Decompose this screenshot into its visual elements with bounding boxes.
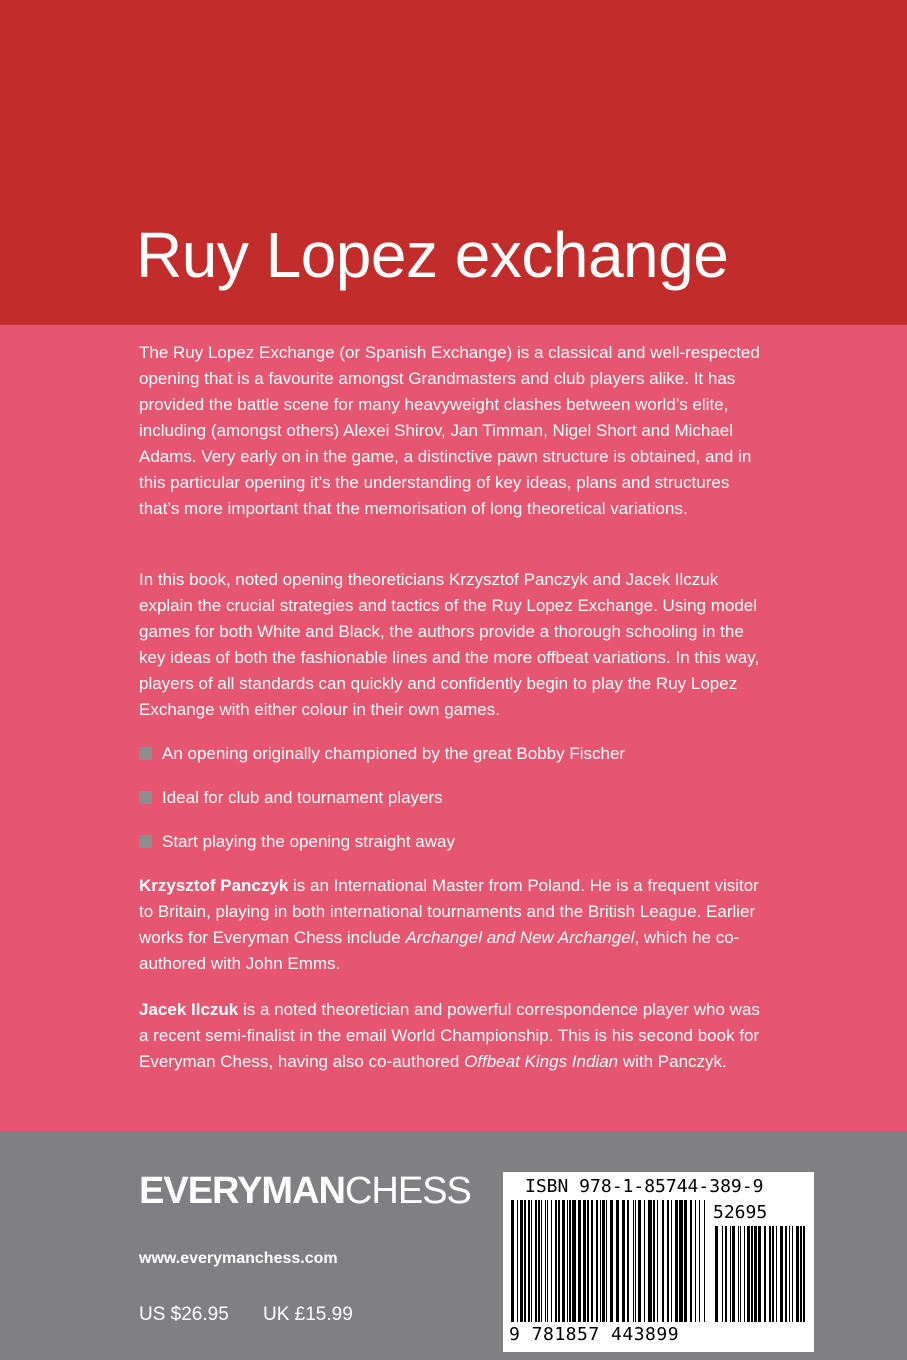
barcode-bar (627, 1200, 629, 1322)
bullet-item (139, 785, 443, 811)
author-name: Jacek Ilczuk (139, 1000, 239, 1019)
barcode-bar (622, 1200, 625, 1322)
barcode-bar (704, 1200, 705, 1322)
barcode-bar (671, 1200, 672, 1322)
author-name: Krzysztof Panczyk (139, 876, 289, 895)
barcode-bar (524, 1200, 526, 1322)
barcode-bar (596, 1200, 598, 1322)
barcode-bar (572, 1200, 576, 1322)
barcode-bar (535, 1200, 537, 1322)
publisher-url: www.everymanchess.com (139, 1250, 338, 1267)
barcode-bar (662, 1200, 664, 1322)
isbn-barcode (503, 1172, 814, 1352)
logo-light-text: CHESS (344, 1170, 471, 1212)
header-band (0, 0, 907, 325)
barcode-bar (740, 1226, 741, 1322)
barcode-bar (538, 1200, 540, 1322)
barcode-bar (722, 1226, 723, 1322)
barcode-bar (648, 1200, 652, 1322)
publisher-logo (139, 1170, 471, 1213)
barcode-bar (591, 1200, 593, 1322)
barcode-bar (772, 1226, 774, 1322)
barcode-bar (517, 1200, 518, 1322)
barcode-bar (555, 1200, 557, 1322)
author-bio-text: is a noted theoretician and powerful correspondence player who was a recent semi-finalist in the email World Championship. This is his second book for Everyman Chess, having also co-authored (139, 1000, 760, 1071)
barcode-bar (751, 1226, 753, 1322)
barcode-bar (684, 1200, 687, 1322)
author-bio-text: with Panczyk. (618, 1052, 727, 1071)
barcode-bar (587, 1200, 589, 1322)
barcode-bar (725, 1226, 727, 1322)
bullet-text: An opening originally championed by the great Bobby Fischer (162, 744, 626, 763)
book-reference: Offbeat Kings Indian (464, 1052, 619, 1071)
description-paragraph-1: The Ruy Lopez Exchange (or Spanish Exchange) is a classical and well-respected opening that is a favourite amongst Grandmasters and club players alike. It has provided the battle scene for many heavyweight clashes between world’s elite, including (amongst others) Alexei Shirov, Jan Timman, Nigel Short and Michael Adams. Very early on in the game, a distinctive pawn structure is obtained, and in this particular opening it’s the understanding of key ideas, plans and structures that’s more important that the memorisation of long theoretical variations. (139, 343, 760, 518)
barcode-bar (528, 1200, 530, 1322)
bullet-item (139, 741, 625, 767)
barcode-price-code: 52695 (713, 1202, 768, 1223)
barcode-bar (545, 1200, 546, 1322)
barcode-bar (638, 1200, 641, 1322)
logo-bold-text: EVERYMAN (139, 1170, 345, 1212)
barcode-bar (635, 1200, 636, 1322)
barcode-bar (796, 1226, 799, 1322)
barcode-bar (747, 1226, 750, 1322)
price-uk: UK £15.99 (263, 1304, 353, 1325)
barcode-bar (616, 1200, 619, 1322)
book-title: Ruy Lopez exchange (136, 219, 729, 291)
barcode-bar (600, 1200, 601, 1322)
barcode-bar (578, 1200, 581, 1322)
barcode-bar (547, 1200, 548, 1322)
barcode-bar (541, 1200, 542, 1322)
barcode-bar (715, 1226, 718, 1322)
author-bio-text: is an International Master from Poland. He is a frequent visitor to Britain, playing in both international tournaments and the British League. Earlier works for Everyman Chess include (139, 876, 759, 947)
barcode-bar (567, 1200, 568, 1322)
barcode-bar (732, 1226, 735, 1322)
barcode-bar (657, 1200, 658, 1322)
barcode-bar (531, 1200, 532, 1322)
barcode-bar (776, 1226, 777, 1322)
price-us: US $26.95 (139, 1304, 229, 1325)
barcode-bar (562, 1200, 565, 1322)
barcode-bar (583, 1200, 586, 1322)
author-bio-2 (139, 997, 771, 1075)
barcode-digits: 9 781857 443899 (509, 1324, 680, 1345)
barcode-bar (633, 1200, 634, 1322)
barcode-bar (558, 1200, 560, 1322)
bullet-square-icon (139, 835, 152, 848)
barcode-bar (551, 1200, 552, 1322)
barcode-bar (667, 1200, 669, 1322)
bullet-item (139, 829, 455, 855)
barcode-bar (758, 1226, 761, 1322)
author-bio-text: , which he co-authored with John Emms. (139, 928, 740, 973)
barcode-bar (803, 1226, 805, 1322)
barcode-bar (610, 1200, 613, 1322)
barcode-bar (644, 1200, 645, 1322)
barcode-bar (754, 1226, 757, 1322)
barcode-bar (800, 1226, 802, 1322)
barcode-bar (785, 1226, 787, 1322)
barcode-bar (569, 1200, 571, 1322)
barcode-bar (606, 1200, 607, 1322)
book-reference: Archangel and New Archangel (405, 928, 635, 947)
barcode-bar (690, 1200, 692, 1322)
barcode-bar (653, 1200, 655, 1322)
barcode-bar (511, 1200, 514, 1322)
isbn-label: ISBN 978-1-85744-389-9 (525, 1176, 764, 1197)
bullet-square-icon (139, 791, 152, 804)
barcode-bar (520, 1200, 523, 1322)
barcode-bar (679, 1200, 683, 1322)
barcode-bar (675, 1200, 678, 1322)
barcode-bar (730, 1226, 731, 1322)
barcode-bar (789, 1226, 790, 1322)
barcode-bar (695, 1200, 696, 1322)
barcode-bar (744, 1226, 745, 1322)
barcode-bar (764, 1226, 766, 1322)
barcode-bar (792, 1226, 793, 1322)
description-paragraph-2: In this book, noted opening theoreticians Krzysztof Panczyk and Jacek Ilczuk explain the crucial strategies and tactics of the Ruy Lopez Exchange. Using model games for both White and Black, the authors provide a thorough schooling in the key ideas of both the fashionable lines and the more offbeat variations. In this way, players of all standards can quickly and confidently begin to play the Ruy Lopez Exchange with either colour in their own games. (139, 570, 760, 719)
author-bio-1 (139, 873, 771, 977)
barcode-bar (602, 1200, 605, 1322)
barcode-bar (699, 1200, 700, 1322)
barcode-bar (780, 1226, 783, 1322)
bullet-square-icon (139, 747, 152, 760)
bullet-text: Ideal for club and tournament players (162, 788, 443, 807)
barcode-bar (769, 1226, 771, 1322)
barcode-bar (738, 1226, 739, 1322)
bullet-text: Start playing the opening straight away (162, 832, 455, 851)
